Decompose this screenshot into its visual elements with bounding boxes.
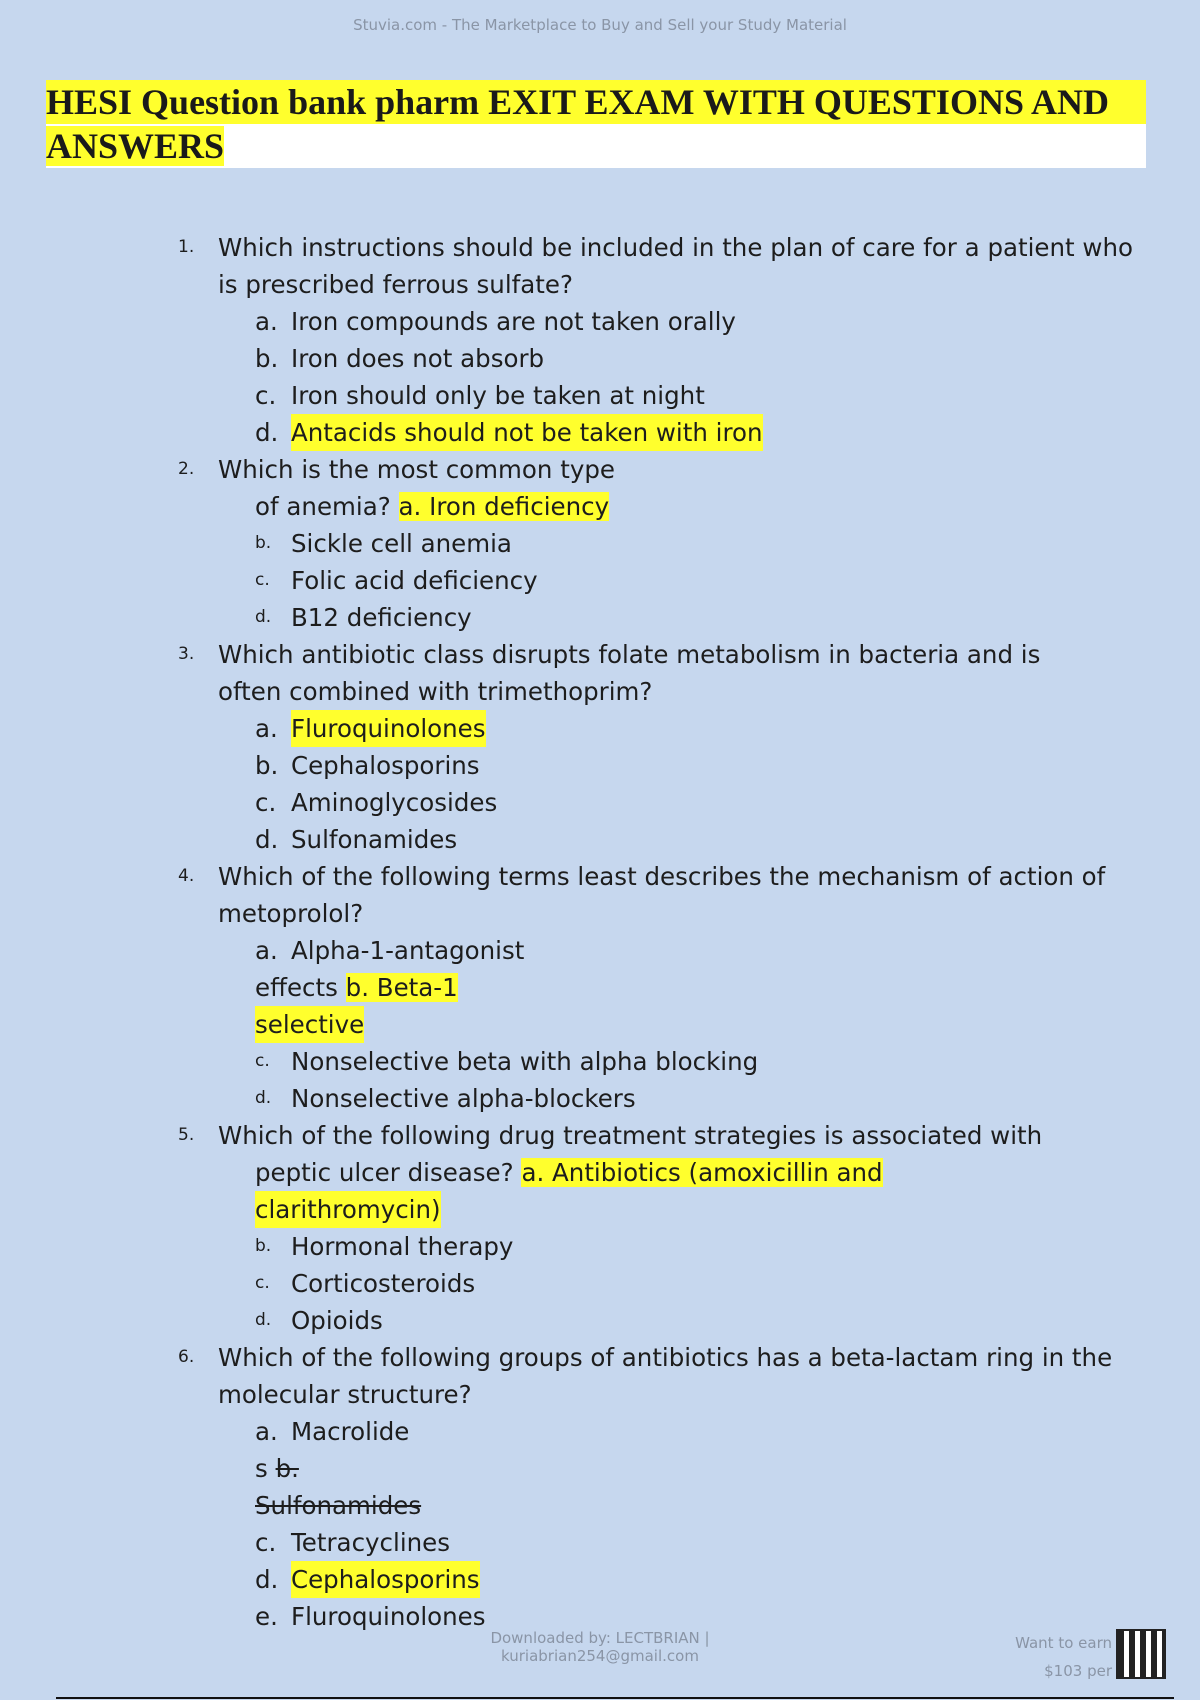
question-4: [0, 858, 1200, 895]
question-6: [0, 1339, 1200, 1376]
question-text: Which of the following drug treatment strategies is associated with: [218, 1121, 1043, 1150]
option-d: d. B12 deficiency: [255, 603, 472, 632]
option-b-wrap: [0, 1006, 1200, 1043]
question-text-continued: of anemia? a. Iron deficiency: [255, 492, 610, 521]
option-a: a. Macrolide: [255, 1417, 410, 1446]
question-text: Which is the most common type: [218, 455, 615, 484]
option-c: c. Nonselective beta with alpha blocking: [255, 1047, 759, 1076]
footer-divider: [56, 1697, 1174, 1699]
qr-code-icon[interactable]: [1116, 1629, 1166, 1679]
option-d: d. Sulfonamides: [255, 825, 458, 854]
option-a-answer: a. Fluroquinolones: [0, 710, 1200, 747]
highlighted-answer: selective: [255, 1006, 364, 1043]
highlighted-answer: Antacids should not be taken with iron: [291, 414, 763, 451]
option-c: c. Iron should only be taken at night: [255, 381, 705, 410]
download-info: Downloaded by: LECTBRIAN | kuriabrian254@gmail.com: [490, 1629, 710, 1665]
option-a: a. Alpha-1-antagonist: [255, 936, 525, 965]
highlighted-answer: clarithromycin): [255, 1191, 441, 1228]
question-text-continued: often combined with trimethoprim?: [218, 677, 653, 706]
question-text-continued: molecular structure?: [218, 1380, 472, 1409]
question-text: Which of the following groups of antibiotics has a beta-lactam ring in the: [218, 1343, 1113, 1372]
question-list: [0, 229, 1200, 1635]
option-c: c. Aminoglycosides: [255, 788, 498, 817]
question-text: Which of the following terms least describes the mechanism of action of: [218, 862, 1106, 891]
option-d: d. Nonselective alpha-blockers: [255, 1084, 636, 1113]
title-line-2: [46, 124, 1146, 168]
option-c: c. Corticosteroids: [255, 1269, 476, 1298]
watermark-text: Stuvia.com - The Marketplace to Buy and Sell your Study Material: [353, 16, 847, 34]
option-b: b. Hormonal therapy: [255, 1232, 514, 1261]
option-a-wrap: effects b. Beta-1: [255, 973, 458, 1002]
question-text-continued: peptic ulcer disease? a. Antibiotics (amoxicillin and: [255, 1158, 883, 1187]
question-5: [0, 1117, 1200, 1154]
question-2: [0, 451, 1200, 488]
question-3: [0, 636, 1200, 673]
struck-option: Sulfonamides: [255, 1491, 422, 1520]
option-b: b. Sickle cell anemia: [255, 529, 512, 558]
question-number: 1.: [178, 237, 195, 257]
highlighted-answer: a. Iron deficiency: [398, 492, 610, 521]
question-number: 4.: [178, 866, 195, 886]
struck-option: b.: [275, 1454, 299, 1483]
title-line-2-text: ANSWERS: [46, 126, 225, 166]
option-d-answer: d. Cephalosporins: [0, 1561, 1200, 1598]
option-a: a. Iron compounds are not taken orally: [255, 307, 736, 336]
highlighted-answer: Cephalosporins: [291, 1561, 480, 1598]
highlighted-answer: a. Antibiotics (amoxicillin and: [521, 1158, 883, 1187]
question-number: 6.: [178, 1347, 195, 1367]
question-text-continued: metoprolol?: [218, 899, 364, 928]
highlighted-answer: b. Beta-1: [345, 973, 458, 1002]
question-text: Which antibiotic class disrupts folate metabolism in bacteria and is: [218, 640, 1041, 669]
question-text: Which instructions should be included in the plan of care for a patient who: [218, 233, 1133, 262]
option-b: b. Cephalosporins: [255, 751, 480, 780]
option-b: b. Iron does not absorb: [255, 344, 545, 373]
document-title: [46, 80, 1146, 168]
option-d-answer: d. Antacids should not be taken with iron: [0, 414, 1200, 451]
option-b-wrap: [0, 1487, 1200, 1524]
option-e: e. Fluroquinolones: [255, 1602, 486, 1631]
option-c: c. Tetracyclines: [255, 1528, 450, 1557]
earn-promo[interactable]: Want to earn $103 per: [1015, 1634, 1112, 1680]
question-text-continued: is prescribed ferrous sulfate?: [218, 270, 573, 299]
question-number: 3.: [178, 644, 195, 664]
option-a-wrap: s b.: [255, 1454, 299, 1483]
highlighted-answer: Fluroquinolones: [291, 710, 486, 747]
title-line-1: HESI Question bank pharm EXIT EXAM WITH QUESTIONS AND: [46, 80, 1146, 124]
answer-wrap: [0, 1191, 1200, 1228]
option-c: c. Folic acid deficiency: [255, 566, 538, 595]
question-1: [0, 229, 1200, 266]
question-number: 5.: [178, 1125, 195, 1145]
question-number: 2.: [178, 459, 195, 479]
option-d: d. Opioids: [255, 1306, 383, 1335]
